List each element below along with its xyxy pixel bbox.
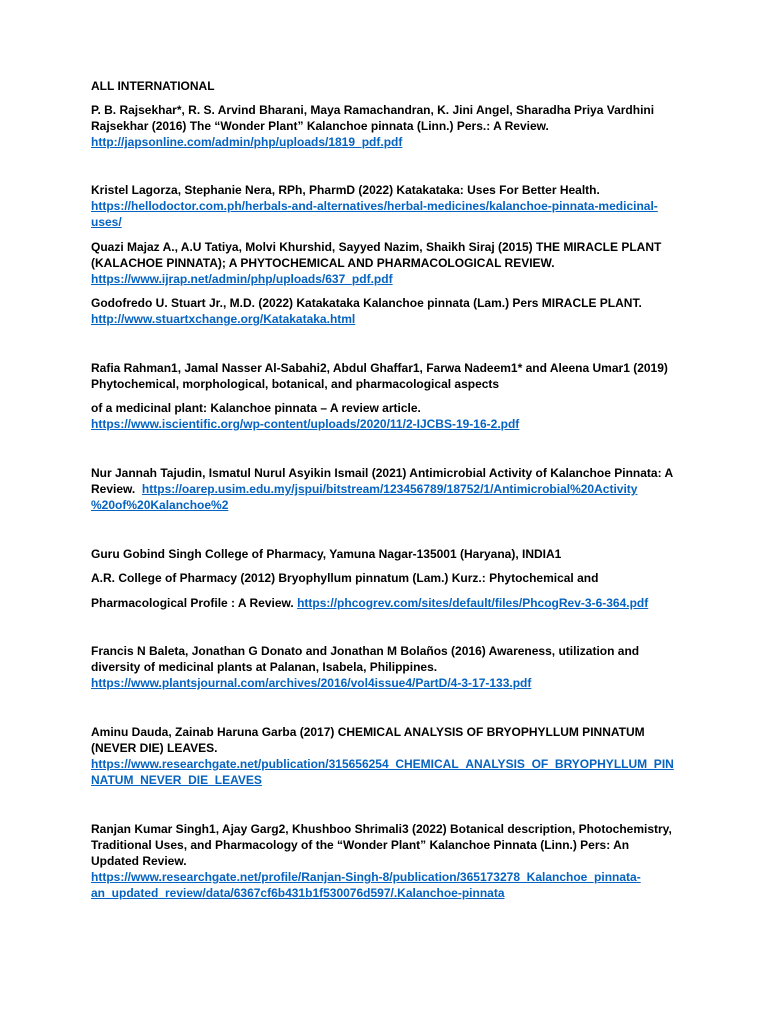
reference-6-link-part-2[interactable]: %20of%20Kalanchoe%2 — [91, 498, 229, 512]
reference-9-link-part-2[interactable]: NATUM_NEVER_DIE_LEAVES — [91, 773, 262, 787]
reference-2-line-1: Kristel Lagorza, Stephanie Nera, RPh, PharmD (2022) Katakataka: Uses For Better Health. — [91, 183, 600, 197]
reference-6-line-1: Nur Jannah Tajudin, Ismatul Nurul Asyikin Ismail (2021) Antimicrobial Activity of Kalanchoe Pinnata: A — [91, 466, 674, 480]
reference-10-link-part-2[interactable]: an_updated_review/data/6367cf6b431b1f530076d597/.Kalanchoe-pinnata — [91, 886, 505, 900]
reference-1-line-2: Rajsekhar (2016) The “Wonder Plant” Kalanchoe pinnata (Linn.) Pers.: A Review. — [91, 119, 549, 133]
reference-9-line-2: (NEVER DIE) LEAVES. — [91, 741, 218, 755]
reference-2-link-part-2[interactable]: uses/ — [91, 215, 122, 229]
reference-1-link[interactable]: http://japsonline.com/admin/php/uploads/1819_pdf.pdf — [91, 135, 403, 149]
reference-5-line-3: of a medicinal plant: Kalanchoe pinnata – A review article. — [91, 401, 421, 415]
reference-7-line-1: Guru Gobind Singh College of Pharmacy, Yamuna Nagar-135001 (Haryana), INDIA1 — [91, 547, 562, 561]
reference-8-line-1: Francis N Baleta, Jonathan G Donato and Jonathan M Bolaños (2016) Awareness, utilization and — [91, 644, 640, 658]
reference-3-line-1: Quazi Majaz A., A.U Tatiya, Molvi Khurshid, Sayyed Nazim, Shaikh Siraj (2015) THE MIRACLE PLANT — [91, 240, 662, 254]
reference-7-link[interactable]: https://phcogrev.com/sites/default/files/PhcogRev-3-6-364.pdf — [297, 596, 649, 610]
reference-6-link-part-1[interactable]: https://oarep.usim.edu.my/jspui/bitstream/123456789/18752/1/Antimicrobial%20Activity — [141, 482, 638, 496]
reference-10-link-part-1[interactable]: https://www.researchgate.net/profile/Ranjan-Singh-8/publication/365173278_Kalanchoe_pinnata- — [91, 870, 641, 884]
reference-5-line-1: Rafia Rahman1, Jamal Nasser Al-Sabahi2, Abdul Ghaffar1, Farwa Nadeem1* and Aleena Umar1 (2019) — [91, 361, 668, 375]
reference-2-link-part-1[interactable]: https://hellodoctor.com.ph/herbals-and-alternatives/herbal-medicines/kalanchoe-pinnata-medicinal- — [91, 199, 658, 213]
reference-4-link[interactable]: http://www.stuartxchange.org/Katakataka.html — [91, 312, 356, 326]
reference-3-line-2: (KALACHOE PINNATA); A PHYTOCHEMICAL AND PHARMACOLOGICAL REVIEW. — [91, 256, 555, 270]
reference-8-line-2: diversity of medicinal plants at Palanan, Isabela, Philippines. — [91, 660, 438, 674]
reference-5-line-2: Phytochemical, morphological, botanical, and pharmacological aspects — [91, 377, 500, 391]
reference-10-line-2: Traditional Uses, and Pharmacology of the “Wonder Plant” Kalanchoe Pinnata (Linn.) Pers: An — [91, 838, 630, 852]
reference-6-review-label: Review. — [91, 482, 142, 496]
reference-7-profile-label: Pharmacological Profile : A Review. — [91, 596, 298, 610]
section-heading: ALL INTERNATIONAL — [91, 79, 215, 93]
reference-3-link[interactable]: https://www.ijrap.net/admin/php/uploads/637_pdf.pdf — [91, 272, 393, 286]
reference-7-line-2: A.R. College of Pharmacy (2012) Bryophyllum pinnatum (Lam.) Kurz.: Phytochemical and — [91, 571, 599, 585]
reference-4-line-1: Godofredo U. Stuart Jr., M.D. (2022) Katakataka Kalanchoe pinnata (Lam.) Pers MIRACLE PLANT. — [91, 296, 642, 310]
reference-8-link[interactable]: https://www.plantsjournal.com/archives/2016/vol4issue4/PartD/4-3-17-133.pdf — [91, 676, 532, 690]
reference-9-link-part-1[interactable]: https://www.researchgate.net/publication/315656254_CHEMICAL_ANALYSIS_OF_BRYOPHYLLUM_PIN — [91, 757, 674, 771]
reference-10-line-3: Updated Review. — [91, 854, 187, 868]
reference-10-line-1: Ranjan Kumar Singh1, Ajay Garg2, Khushboo Shrimali3 (2022) Botanical description, Photochemistry, — [91, 822, 672, 836]
reference-1-line-1: P. B. Rajsekhar*, R. S. Arvind Bharani, Maya Ramachandran, K. Jini Angel, Sharadha Priya Vardhini — [91, 103, 655, 117]
reference-9-line-1: Aminu Dauda, Zainab Haruna Garba (2017) CHEMICAL ANALYSIS OF BRYOPHYLLUM PINNATUM — [91, 725, 645, 739]
reference-6-line-2 — [91, 481, 637, 497]
reference-5-link[interactable]: https://www.iscientific.org/wp-content/uploads/2020/11/2-IJCBS-19-16-2.pdf — [91, 417, 520, 431]
reference-7-line-3 — [91, 595, 648, 611]
